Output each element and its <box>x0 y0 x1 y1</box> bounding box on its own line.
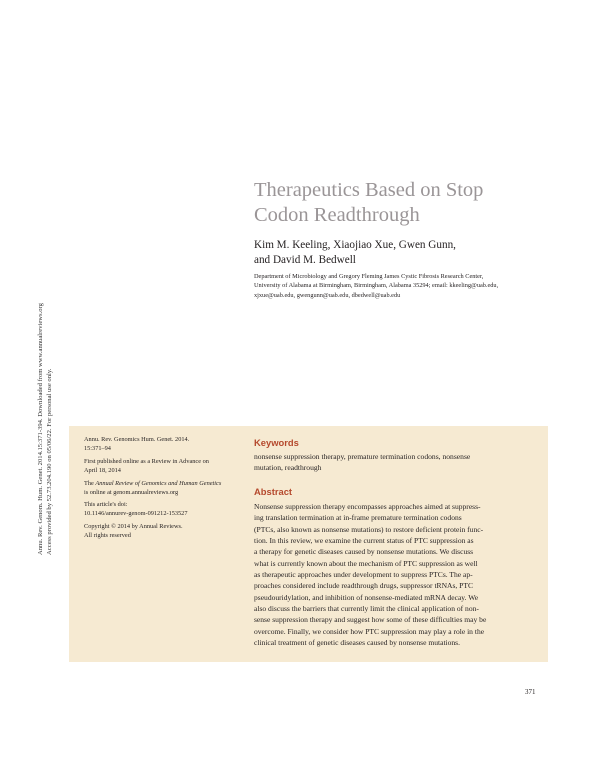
rights: All rights reserved <box>84 532 131 540</box>
affiliation-line: Department of Microbiology and Gregory Fleming James Cystic Fibrosis Research Center, <box>254 273 484 280</box>
abstract-line: pseudouridylation, and inhibition of nonsense-mediated mRNA decay. We <box>254 592 479 602</box>
doi-label: This article's doi: <box>84 501 128 509</box>
affiliation <box>254 272 554 300</box>
publication-info <box>84 436 244 545</box>
online-date-prefix: First published online as a Review in Advance on <box>84 457 209 465</box>
abstract-line: what is currently known about the mechanism of PTC suppression as well <box>254 558 478 568</box>
doi-value: 10.1146/annurev-genom-091212-153527 <box>84 510 188 518</box>
journal-info <box>84 480 244 498</box>
article-title <box>254 178 554 228</box>
journal-line <box>84 480 244 489</box>
keywords-text <box>254 452 540 473</box>
abstract-text <box>254 501 540 648</box>
online-date-value: April 18, 2014 <box>84 466 121 474</box>
download-stamp-line: Annu. Rev. Genom. Hum. Genet. 2014.15:371-394. Downloaded from www.annualreviews.org <box>37 303 44 555</box>
page-number: 371 <box>525 688 536 696</box>
keywords-line: nonsense suppression therapy, premature termination codons, nonsense <box>254 452 471 461</box>
citation <box>84 436 244 454</box>
affiliation-line: University of Alabama at Birmingham, Birmingham, Alabama 35294; email: kkeeling@uab.edu, <box>254 282 499 290</box>
abstract-line: also discuss the barriers that currently limit the clinical application of non- <box>254 604 479 614</box>
journal-prefix: The <box>84 479 96 487</box>
affiliation-line: xjxue@uab.edu, gwengunn@uab.edu, dbedwell@uab.edu <box>254 291 401 299</box>
abstract-line: ing translation termination at in-frame premature termination codons <box>254 513 462 523</box>
author-line: and David M. Bedwell <box>254 254 356 266</box>
author-list <box>254 238 554 268</box>
citation-line: 15:371–94 <box>84 444 111 452</box>
abstract-heading: Abstract <box>254 486 293 497</box>
abstract-line: (PTCs, also known as nonsense mutations) to restore deficient protein func- <box>254 524 484 534</box>
abstract-line: sense suppression therapy and suggest how some of these difficulties may be <box>254 615 487 625</box>
abstract-line: overcome. Finally, we consider how PTC suppression may play a role in the <box>254 626 485 636</box>
abstract-line: tion. In this review, we examine the current status of PTC suppression as <box>254 536 474 546</box>
keywords-line: mutation, readthrough <box>254 462 322 472</box>
online-date <box>84 458 244 476</box>
copyright-info <box>84 523 244 541</box>
copyright: Copyright © 2014 by Annual Reviews. <box>84 523 183 531</box>
title-line: Therapeutics Based on Stop <box>254 179 484 201</box>
abstract-line: as therapeutic approaches under development to suppress PTCs. The ap- <box>254 570 473 580</box>
keywords-heading: Keywords <box>254 437 299 448</box>
download-stamp <box>36 225 54 555</box>
download-stamp-line: Access provided by 52.73.204.190 on 05/06/22. For personal use only. <box>46 368 53 555</box>
citation-line: Annu. Rev. Genomics Hum. Genet. 2014. <box>84 436 190 443</box>
journal-name: Annual Review of Genomics and Human Genetics <box>95 479 222 487</box>
author-line: Kim M. Keeling, Xiaojiao Xue, Gwen Gunn, <box>254 239 456 251</box>
journal-url-line: is online at genom.annualreviews.org <box>84 488 179 496</box>
abstract-line: a therapy for genetic diseases caused by nonsense mutations. We discuss <box>254 547 474 557</box>
abstract-line: proaches considered include readthrough drugs, suppressor tRNAs, PTC <box>254 581 474 591</box>
doi-info <box>84 501 244 519</box>
abstract-line: Nonsense suppression therapy encompasses approaches aimed at suppress- <box>254 502 481 511</box>
abstract-line: clinical treatment of genetic diseases caused by nonsense mutations. <box>254 638 461 648</box>
title-line: Codon Readthrough <box>254 204 420 226</box>
